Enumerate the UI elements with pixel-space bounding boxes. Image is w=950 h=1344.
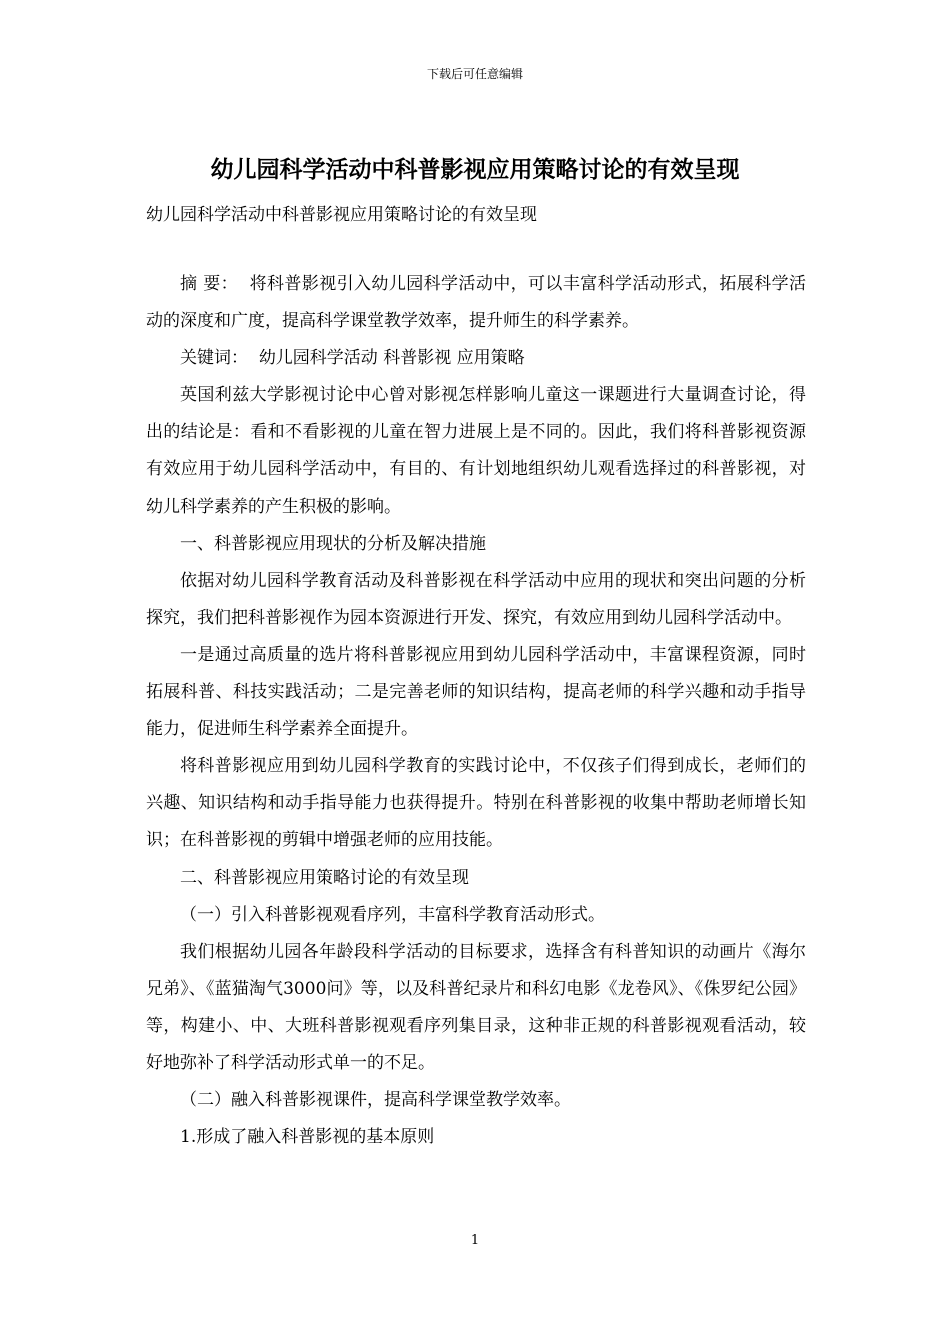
body-paragraph: 英国利兹大学影视讨论中心曾对影视怎样影响儿童这一课题进行大量调查讨论，得出的结论是：看和不看影视的儿童在智力进展上是不同的。因此，我们将科普影视资源有效应用于幼儿园科学活动中，有目的、有计划地组织幼儿观看选择过的科普影视，对幼儿科学素养的产生积极的影响。 <box>146 385 806 517</box>
section-heading: 一、科普影视应用现状的分析及解决措施 <box>180 533 486 554</box>
abstract-label: 摘 要： <box>180 274 239 294</box>
header-note: 下载后可任意编辑 <box>426 67 523 81</box>
keywords-text: 幼儿园科学活动 科普影视 应用策略 <box>258 348 525 369</box>
document-subtitle: 幼儿园科学活动中科普影视应用策略讨论的有效呈现 <box>146 205 537 225</box>
subsection-heading: （一）引入科普影视观看序列，丰富科学教育活动形式。 <box>180 904 605 925</box>
body-paragraph: 一是通过高质量的选片将科普影视应用到幼儿园科学活动中，丰富课程资源，同时拓展科普、科技实践活动；二是完善老师的知识结构，提高老师的科学兴趣和动手指导能力，促进师生科学素养全面提升。 <box>146 644 806 740</box>
section-heading: 二、科普影视应用策略讨论的有效呈现 <box>180 867 469 888</box>
document-title: 幼儿园科学活动中科普影视应用策略讨论的有效呈现 <box>210 157 740 183</box>
abstract-paragraph <box>146 266 806 340</box>
page-number: 1 <box>470 1233 480 1248</box>
abstract-text: 将科普影视引入幼儿园科学活动中，可以丰富科学活动形式，拓展科学活动的深度和广度，提高科学课堂教学效率，提升师生的科学素养。 <box>146 274 807 332</box>
subsection-heading: （二）融入科普影视课件，提高科学课堂教学效率。 <box>180 1090 571 1111</box>
body-paragraph: 将科普影视应用到幼儿园科学教育的实践讨论中，不仅孩子们得到成长，老师们的兴趣、知识结构和动手指导能力也获得提升。特别在科普影视的收集中帮助老师增长知识；在科普影视的剪辑中增强老师的应用技能。 <box>146 756 806 851</box>
body-paragraph: 我们根据幼儿园各年龄段科学活动的目标要求，选择含有科普知识的动画片《海尔兄弟》、《蓝猫淘气3000问》等，以及科普纪录片和科幻电影《龙卷风》、《侏罗纪公园》等，构建小、中、大班科普影视观看序列集目录，这种非正规的科普影视观看活动，较好地弥补了科学活动形式单一的不足。 <box>146 941 806 1073</box>
body-paragraph: 依据对幼儿园科学教育活动及科普影视在科学活动中应用的现状和突出问题的分析探究，我们把科普影视作为园本资源进行开发、探究，有效应用到幼儿园科学活动中。 <box>146 570 806 628</box>
keywords-paragraph <box>146 340 806 377</box>
keywords-label: 关键词： <box>180 348 248 369</box>
document-body <box>146 266 806 1156</box>
numbered-item: 1.形成了融入科普影视的基本原则 <box>180 1127 435 1148</box>
